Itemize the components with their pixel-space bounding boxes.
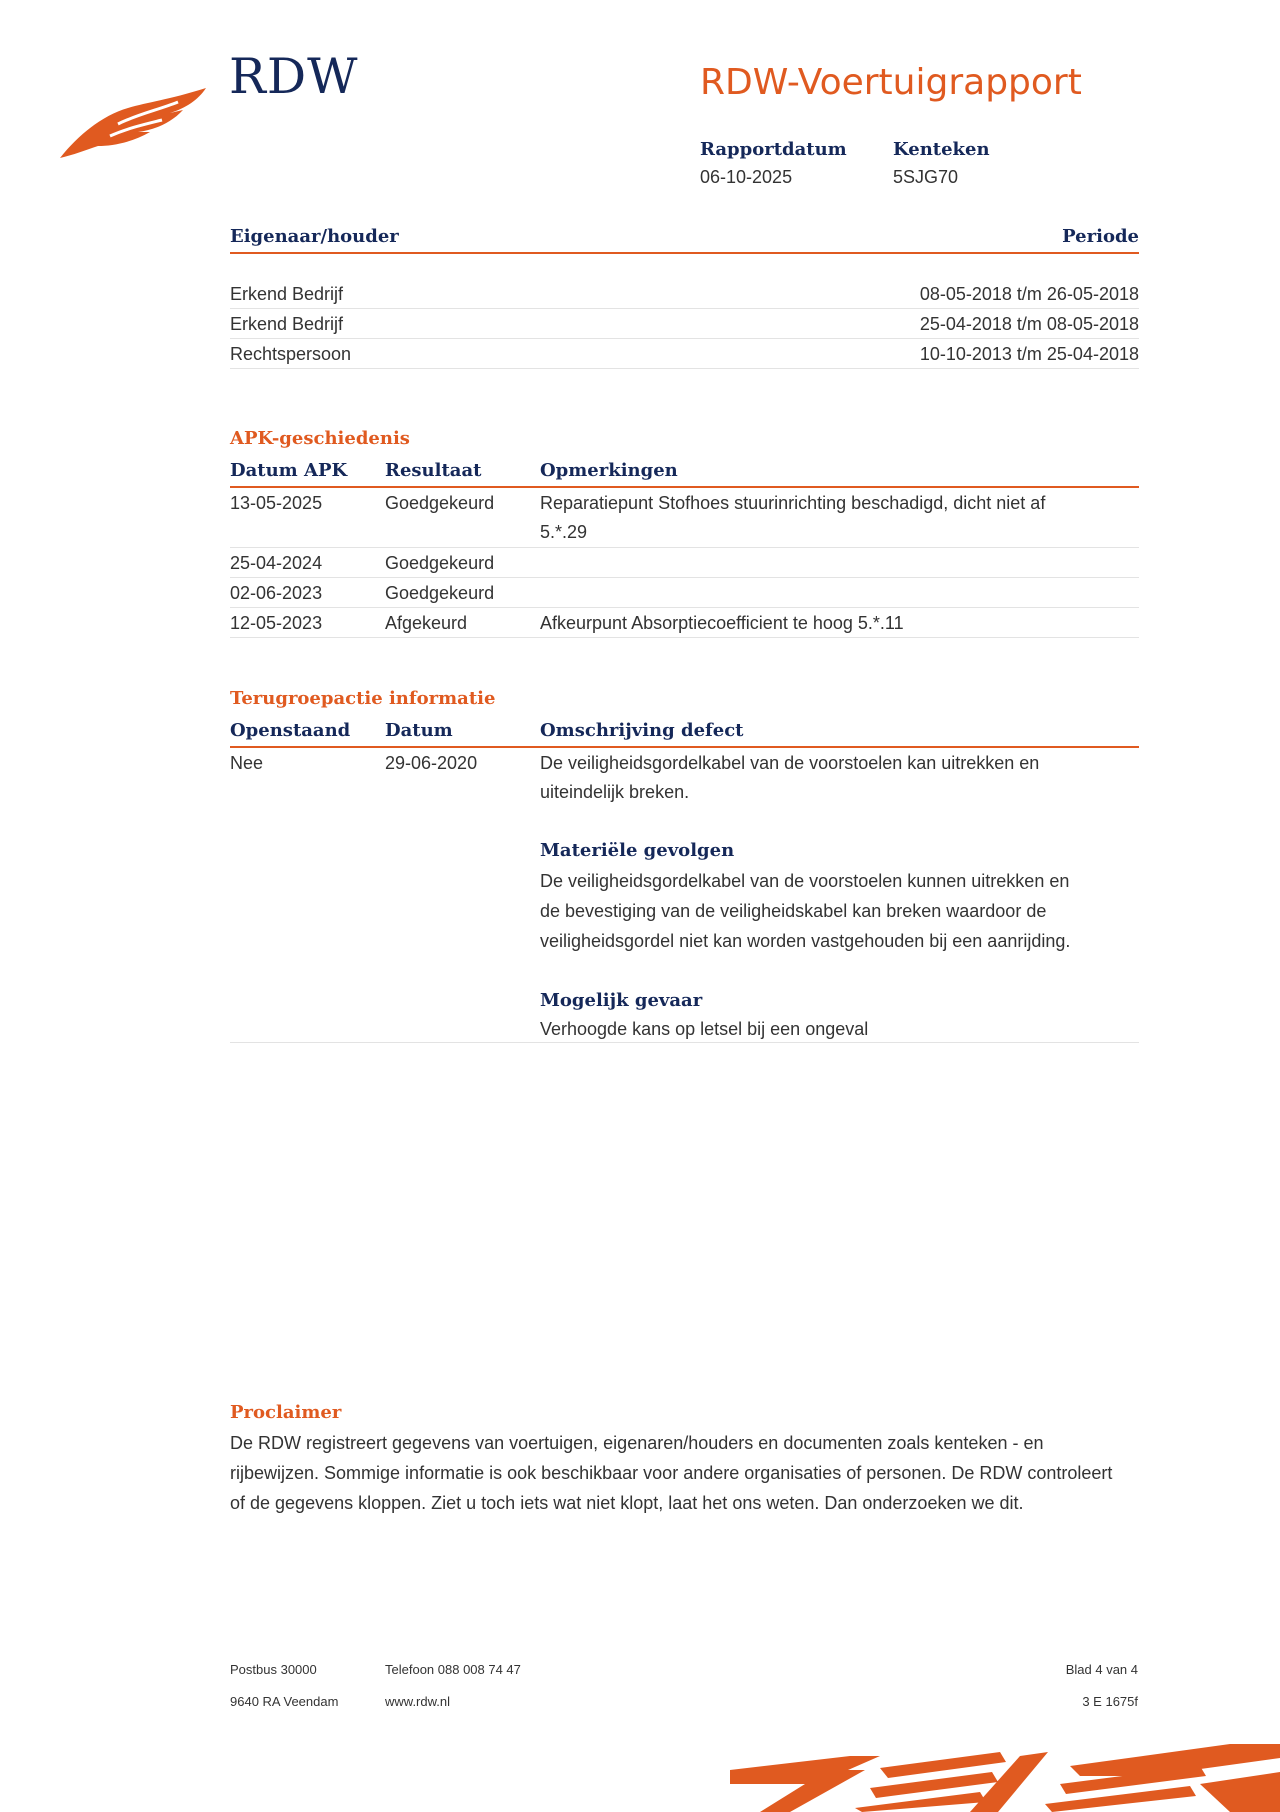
defect-description: De veiligheidsgordelkabel van de voorstoelen kan uitrekken en	[540, 753, 1040, 773]
footer-page-number: Blad 4 van 4	[1065, 1662, 1138, 1677]
report-date: 06-10-2025	[700, 167, 793, 187]
table-row	[230, 309, 1139, 339]
apk-remarks-cell-cont: 5.*.29	[540, 522, 588, 542]
material-consequences-text-3: veiligheidsgordel niet kan worden vastgehouden bij een aanrijding.	[540, 931, 1071, 951]
col-apk-date-header: Datum APK	[230, 460, 348, 481]
table-row	[230, 578, 1139, 608]
period-cell: 10-10-2013 t/m 25-04-2018	[919, 344, 1139, 364]
col-defect-desc-header: Omschrijving defect	[540, 720, 744, 741]
rdw-bird-logo-icon	[58, 80, 208, 160]
col-period-header: Periode	[1062, 226, 1139, 247]
footer-postbus: Postbus 30000	[230, 1662, 317, 1677]
apk-date-cell: 12-05-2023	[230, 613, 323, 633]
apk-result-cell: Goedgekeurd	[385, 553, 495, 573]
proclaimer-title: Proclaimer	[230, 1402, 342, 1423]
recall-table	[230, 716, 1139, 1043]
table-row	[230, 748, 1139, 1043]
report-title: RDW-Voertuigrapport	[700, 62, 1082, 103]
apk-remarks-cell: Reparatiepunt Stofhoes stuurinrichting beschadigd, dicht niet af	[540, 493, 1046, 513]
apk-result-cell: Goedgekeurd	[385, 583, 495, 603]
col-open-header: Openstaand	[230, 720, 351, 741]
apk-result-cell: Goedgekeurd	[385, 493, 495, 513]
col-recall-date-header: Datum	[385, 720, 453, 741]
plate-number: 5SJG70	[893, 167, 959, 187]
apk-date-cell: 25-04-2024	[230, 553, 323, 573]
apk-table	[230, 456, 1139, 638]
owner-cell: Erkend Bedrijf	[230, 314, 344, 334]
rdw-stripes-decoration-icon	[730, 1744, 1280, 1812]
footer-phone: Telefoon 088 008 74 47	[385, 1662, 521, 1677]
owner-cell: Rechtspersoon	[230, 344, 352, 364]
recall-header-row	[230, 716, 1139, 748]
possible-danger-title: Mogelijk gevaar	[540, 990, 703, 1011]
owners-header-row	[230, 222, 1139, 254]
material-consequences-text: De veiligheidsgordelkabel van de voorstoelen kunnen uitrekken en	[540, 871, 1070, 891]
report-date-label: Rapportdatum	[700, 139, 847, 160]
period-cell: 25-04-2018 t/m 08-05-2018	[919, 314, 1139, 334]
col-remarks-header: Opmerkingen	[540, 460, 678, 481]
recall-open-cell: Nee	[230, 753, 264, 773]
col-owner-header: Eigenaar/houder	[230, 226, 399, 247]
rdw-logo-text: RDW	[229, 48, 359, 105]
apk-header-row	[230, 456, 1139, 488]
period-cell: 08-05-2018 t/m 26-05-2018	[919, 284, 1139, 304]
footer-website[interactable]: www.rdw.nl	[385, 1694, 451, 1709]
table-row	[230, 279, 1139, 309]
table-row	[230, 608, 1139, 638]
material-consequences-text-2: de bevestiging van de veiligheidskabel kan breken waardoor de	[540, 901, 1047, 921]
apk-result-cell: Afgekeurd	[385, 613, 468, 633]
table-row	[230, 339, 1139, 369]
apk-section-title: APK-geschiedenis	[230, 428, 410, 449]
owners-table	[230, 222, 1139, 369]
material-consequences-title: Materiële gevolgen	[540, 840, 735, 861]
recall-date-cell: 29-06-2020	[385, 753, 478, 773]
defect-description-cont: uiteindelijk breken.	[540, 782, 690, 802]
footer-doc-code: 3 E 1675f	[1082, 1694, 1138, 1709]
table-row	[230, 548, 1139, 578]
col-result-header: Resultaat	[385, 460, 482, 481]
apk-date-cell: 02-06-2023	[230, 583, 323, 603]
owner-cell: Erkend Bedrijf	[230, 284, 344, 304]
apk-remarks-cell: Afkeurpunt Absorptiecoefficient te hoog 5.*.11	[540, 613, 904, 633]
table-row	[230, 488, 1139, 548]
plate-label: Kenteken	[893, 139, 990, 160]
footer-city: 9640 RA Veendam	[230, 1694, 339, 1709]
recall-section-title: Terugroepactie informatie	[230, 688, 496, 709]
proclaimer-text: De RDW registreert gegevens van voertuigen, eigenaren/houders en documenten zoals kenteken - en rijbewijzen. Sommige informatie is ook beschikbaar voor andere organisaties of personen. De RDW controleert of de gegevens kloppen. Ziet u toch iets wat niet klopt, laat het ons weten. Dan onderzoeken we dit.	[230, 1433, 1113, 1513]
possible-danger-text: Verhoogde kans op letsel bij een ongeval	[540, 1019, 869, 1039]
apk-date-cell: 13-05-2025	[230, 493, 323, 513]
